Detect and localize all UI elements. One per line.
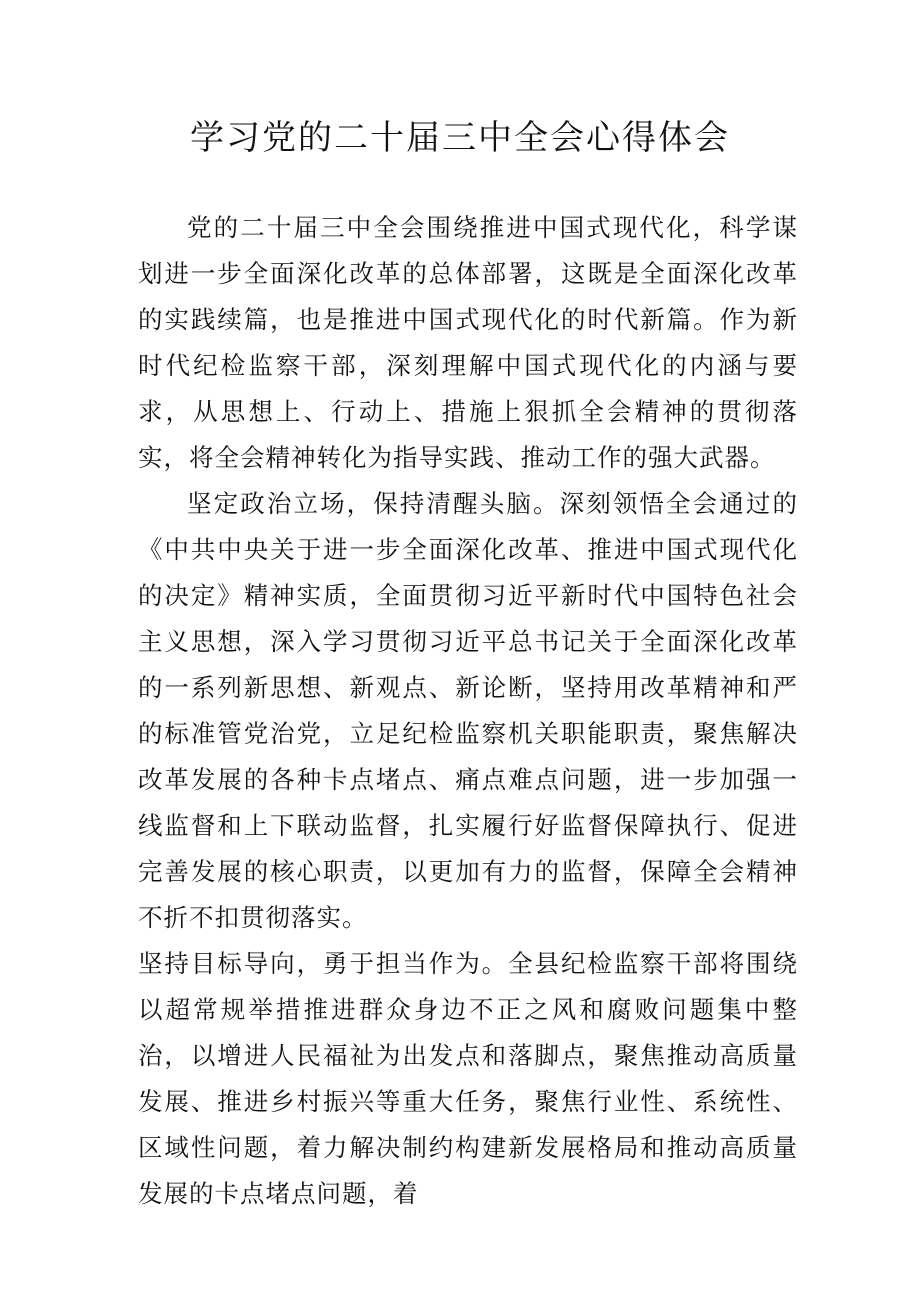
document-body bbox=[138, 205, 798, 1217]
paragraph-1: 党的二十届三中全会围绕推进中国式现代化，科学谋划进一步全面深化改革的总体部署，这既是全面深化改革的实践续篇，也是推进中国式现代化的时代新篇。作为新时代纪检监察干部，深刻理解中国式现代化的内涵与要求，从思想上、行动上、措施上狠抓全会精神的贯彻落实，将全会精神转化为指导实践、推动工作的强大武器。 bbox=[138, 213, 798, 472]
paragraph-2: 坚定政治立场，保持清醒头脑。深刻领悟全会通过的《中共中央关于进一步全面深化改革、推进中国式现代化的决定》精神实质，全面贯彻习近平新时代中国特色社会主义思想，深入学习贯彻习近平总书记关于全面深化改革的一系列新思想、新观点、新论断，坚持用改革精神和严的标准管党治党，立足纪检监察机关职能职责，聚焦解决改革发展的各种卡点堵点、痛点难点问题，进一步加强一线监督和上下联动监督，扎实履行好监督保障执行、促进完善发展的核心职责，以更加有力的监督，保障全会精神不折不扣贯彻落实。 bbox=[138, 489, 798, 932]
paragraph-3: 坚持目标导向，勇于担当作为。全县纪检监察干部将围绕以超常规举措推进群众身边不正之风和腐败问题集中整治，以增进人民福祉为出发点和落脚点，聚焦推动高质量发展、推进乡村振兴等重大任务，聚焦行业性、系统性、区域性问题，着力解决制约构建新发展格局和推动高质量发展的卡点堵点问题，着 bbox=[138, 949, 798, 1208]
document-title: 学习党的二十届三中全会心得体会 bbox=[190, 118, 730, 158]
